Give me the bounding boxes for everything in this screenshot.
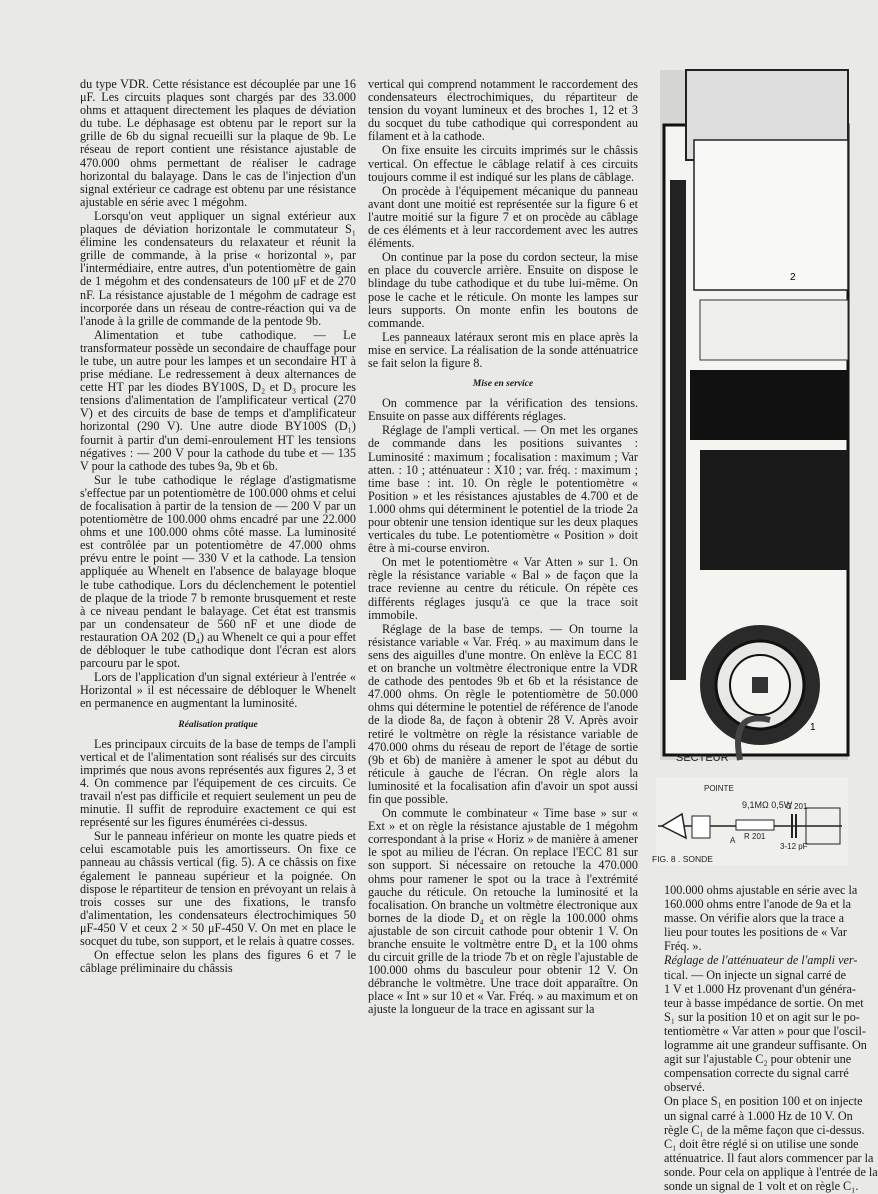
paragraph: On procède à l'équipement mécanique du panneau avant dont une moitié est représentée sur la figure 6 et l'autre moitié sur la figure 7 et on procède au câblage de ces éléments et à leur raccordement avec les autres éléments. [368, 183, 638, 251]
text-line: 1 V et 1.000 Hz provenant d'un généra- [664, 981, 856, 996]
pointe-label: POINTE [704, 784, 734, 793]
paragraph: On commence par la vérification des tensions. Ensuite on passe aux différents réglages. [368, 396, 638, 424]
resistor-id: R 201 [744, 832, 766, 841]
text-line: C₁ doit être réglé si on utilise une sonde [664, 1136, 859, 1151]
text-line: S₁ sur la position 10 et on agit sur le po- [664, 1009, 860, 1024]
paragraph: On fixe ensuite les circuits imprimés sur le châssis vertical. On effectue le câblage relatif à ces circuits toujours comme il est indiqué sur les plans de câblage. [368, 143, 638, 184]
text-line: 160.000 ohms entre l'anode de 9a et la [664, 897, 851, 912]
text-line: logramme ait une grandeur suffisante. On [664, 1038, 867, 1053]
pin-label: 2 [790, 272, 796, 283]
figure-caption: FIG. 8 . SONDE [652, 854, 713, 864]
text-line: sonde un signal de 1 volt et on règle C₁. [664, 1178, 859, 1193]
text-line: On place S₁ en position 100 et on injecte [664, 1094, 863, 1109]
text-line: lieu pour toutes les positions de « Var [664, 925, 847, 940]
pin-label: 1 [810, 722, 816, 733]
text-line: agit sur l'ajustable C₂ pour obtenir une [664, 1052, 852, 1067]
text-line: tentiomètre « Var atten » pour que l'oscil- [664, 1023, 866, 1038]
text-line: atténuatrice. Il faut alors commencer par la [664, 1150, 874, 1165]
article-column-right [664, 883, 878, 1194]
paragraph: On commute le combinateur « Time base » sur « Ext » et on règle la résistance ajustable de 1 mégohm correspondant à la prise « Horiz » de manière à amener le spot au milieu de l'écran. On replace l'ECC 81 sur son support. Si nécessaire on retouche la 470.000 ohms pour ramener le spot ou la trace à l'extrémité gauche du réticule. On retouche la luminosité et la focalisation. On branche un voltmètre électronique aux bornes de la diode D₄ et on règle la 100.000 ohms ajustable de son circuit cathode pour obtenir 1 V. On branche ensuite le voltmètre entre D₄ et la 100 ohms du circuit grille de la triode 7b et on règle l'ajustable de 100.000 ohms du basculeur pour obtenir 12 V. On débranche le voltmètre. Une trace doit apparaître. On place « Int » sur 10 et « Var. Fréq. » au maximum et on ajuste la longueur de la trace en agissant sur la [368, 806, 638, 1017]
paragraph: Alimentation et tube cathodique. — Le transformateur possède un secondaire de chauffage pour le tube, un autre pour les lampes et un secondaire HT à prise médiane. Le redressement à deux alternances de cette HT par les diodes BY100S, D₂ et D₃ procure les tensions d'alimentation de l'amplificateur vertical (270 V) et des circuits de base de temps et d'amplificateur horizontal (290 V). Une autre diode BY100S (D₁) fournit à partir d'un demi-enroulement HT les tensions négatives : — 200 V pour la cathode du tube et — 135 V pour la cathode des tubes 9a, 9b et 6b. [80, 327, 356, 473]
text-line: compensation correcte du signal carré [664, 1066, 849, 1081]
text-line: observé. [664, 1080, 705, 1095]
paragraph: Sur le tube cathodique le réglage d'astigmatisme s'effectue par un potentiomètre de 100.000 ohms et celui de focalisation à partir de la tension de — 200 V par un potentiomètre de 100.000 ohms encadré par une 22.000 ohms et une 100.000 ohms côté masse. La luminosité est contrôlée par un potentiomètre de 47.000 ohms prévu entre le point — 330 V et la cathode. La tension appliquée au Whenelt en l'absence de balayage bloque le tube cathodique. Lors du déclenchement le potentiel de plaque de la triode 7 b remonte brusquement et reste à ce niveau pendant le balayage. Cet état est transmis par un condensateur de 560 nF et une diode de restauration OA 202 (D₄) au Whenelt ce qui a pour effet de débloquer le tube cathodique dont l'écran est alors parcouru par le spot. [80, 472, 356, 671]
paragraph: On effectue selon les plans des figures 6 et 7 le câblage préliminaire du châssis [80, 948, 356, 976]
chassis-photo-drawing [660, 70, 848, 760]
paragraph: Sur le panneau inférieur on monte les quatre pieds et celui escamotable puis les amortisseurs. On fixe ce panneau au châssis vertical (fig. 5). A ce châssis on fixe également le panneau supérieur et la poignée. On dispose le répartiteur de tension en prévoyant un relais à trois cosses sur une des fixations, le transfo d'alimentation, les condensateurs électrochimiques 50 μF-450 V et ceux 2 × 50 μF-450 V. On met en place le socquet du tube, son support, et le relais à quatre cosses. [80, 829, 356, 948]
secteur-label: SECTEUR [676, 752, 729, 764]
resistor-label: 9,1MΩ 0,5W [742, 800, 793, 810]
section-heading-mise-en-service: Mise en service [472, 379, 534, 390]
capacitor-value: 3-12 pF [780, 842, 808, 851]
chassis-photo [660, 70, 848, 760]
paragraph: On continue par la pose du cordon secteur, la mise en place du couvercle arrière. Ensuite on dispose le blindage du tube cathodique et du tube lui-même. On pose le cache et le réticule. On monte les lampes sur leurs supports. On monte enfin les boutons de commande. [368, 250, 638, 330]
probe-figure [656, 778, 848, 866]
pin-label: A [730, 836, 736, 845]
capacitor-id: C 201 [786, 802, 808, 811]
paragraph: Réglage de l'ampli vertical. — On met les organes de commande dans les positions suivantes : Luminosité : maximum ; focalisation : maximum ; Var atten. : 10 ; atténuateur : X10 ; var. fréq. : maximum ; time base : int. 10. On règle le potentiomètre « Position » et les résistances ajustables de 4.700 et de 1.000 ohms qui déterminent le potentiel de la triode 2a pour obtenir une tension identique sur les deux plaques verticales du tube. Le potentiomètre « Position » doit être à mi-course environ. [368, 423, 638, 556]
text-line: sonde. Pour cela on applique à l'entrée de la [664, 1164, 878, 1179]
article-column-middle [368, 78, 638, 1018]
section-heading-realisation: Réalisation pratique [178, 719, 258, 730]
text-line: Réglage de l'atténuateur de l'ampli ver- [664, 953, 858, 968]
text-line: masse. On vérifie alors que la trace a [664, 911, 845, 926]
text-line: 100.000 ohms ajustable en série avec la [664, 883, 858, 897]
paragraph: On met le potentiomètre « Var Atten » sur 1. On règle la résistance variable « Bal » de façon que la trace revienne au centre du réticule. On répète ces différents réglages jusqu'à ce que la trace soit immobile. [368, 555, 638, 622]
paragraph: Les panneaux latéraux seront mis en place après la mise en service. La réalisation de la sonde atténuatrice se fait selon la figure 8. [368, 329, 638, 370]
probe-schematic [656, 778, 848, 866]
text-line: Fréq. ». [664, 939, 702, 954]
text-line: règle C₁ de la même façon que ci-dessus. [664, 1122, 865, 1137]
paragraph: Lorsqu'on veut appliquer un signal extérieur aux plaques de déviation horizontale le commutateur S₁ élimine les condensateurs du relaxateur et réunit la grille de commande, à la prise « horizontal », par l'intermédiaire, entre autres, d'un potentiomètre de gain de 1 mégohm et des condensateurs de 100 μF et de 270 nF. La résistance ajustable de 1 mégohm de cadrage est incorporée dans un réseau de contre-réaction qui va de l'anode à la grille de commande de la pentode 9b. [80, 208, 356, 328]
paragraph: Les principaux circuits de la base de temps de l'ampli vertical et de l'alimentation sont réalisés sur des circuits imprimés que nous avons représentés aux figures 2, 3 et 4. On commence par l'équipement de ces circuits. Ce travail n'est pas difficile et requiert seulement un peu de minutie. Il suffit de reproduire exactement ce qui est représenté sur les figures énumérées ci-dessus. [80, 736, 356, 830]
paragraph: Lors de l'application d'un signal extérieur à l'entrée « Horizontal » il est nécessaire de débloquer le Whenelt en permanence en augmentant la luminosité. [80, 670, 356, 711]
paragraph: du type VDR. Cette résistance est découplée par une 16 μF. Les circuits plaques sont chargés par des 33.000 ohms et attaquent directement les plaques de déviation du tube. Le déphasage est obtenu par le report sur la grille de 6b du signal recueilli sur la plaque de 9b. Le réseau de report contient une résistance ajustable de 470.000 ohms permettant de réaliser le cadrage horizontal du balayage. Dans le cas de l'injection d'un signal extérieur ce cadrage est obtenu par une résistance ajustable en série avec 1 mégohm. [80, 77, 356, 209]
text-line: tical. — On injecte un signal carré de [664, 967, 847, 982]
paragraph: Réglage de la base de temps. — On tourne la résistance variable « Var. Fréq. » au maximum dans le sens des aiguilles d'une montre. On enlève la ECC 81 et on branche un voltmètre électronique entre la VDR de cathode des pentodes 9b et 6b et la résistance de 47.000 ohms. On règle le potentiomètre de 50.000 ohms qui détermine le potentiel de référence de l'anode de la diode 8a, de façon à obtenir 28 V. Après avoir retiré le voltmètre on règle la résistance variable de 470.000 ohms du réseau de report de l'étage de sortie (9b et 6b) de manière à amener le spot au début du réticule à gauche de l'écran. On règle alors la luminosité et la focalisation afin d'avoir un spot aussi fin que possible. [368, 621, 638, 806]
text-line: un signal carré à 1.000 Hz de 10 V. On [664, 1108, 853, 1123]
paragraph: vertical qui comprend notamment le raccordement des condensateurs électrochimiques, du répartiteur de tension du voyant lumineux et des broches 1, 12 et 3 du socquet du tube cathodique qui correspondent au filament et à la cathode. [368, 77, 638, 144]
text-line: teur à basse impédance de sortie. On met [664, 995, 864, 1010]
article-column-left [80, 78, 356, 976]
